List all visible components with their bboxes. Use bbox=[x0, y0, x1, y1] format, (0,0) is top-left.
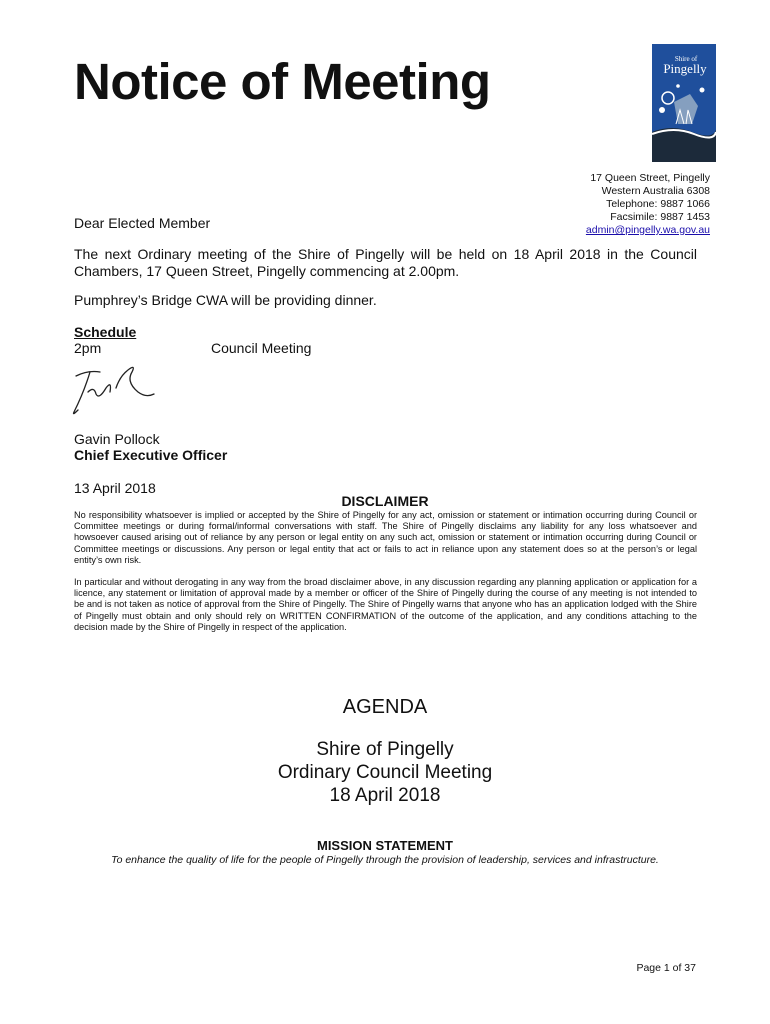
mission-text: To enhance the quality of life for the people of Pingelly through the provision of leadership, services and infrastructure. bbox=[111, 854, 659, 866]
logo-text-large: Pingelly bbox=[663, 61, 707, 76]
facsimile: Facsimile: 9887 1453 bbox=[610, 211, 710, 223]
schedule-heading: Schedule bbox=[74, 324, 137, 340]
salutation: Dear Elected Member bbox=[74, 215, 211, 231]
signer-title: Chief Executive Officer bbox=[74, 447, 228, 463]
email-link[interactable]: admin@pingelly.wa.gov.au bbox=[585, 224, 710, 236]
address-line-2: Western Australia 6308 bbox=[601, 185, 710, 197]
disclaimer-paragraph-2: In particular and without derogating in any way from the broad disclaimer above, in any discussion regarding any planning application or application for a licence, any statement or limitation of approval made by a member or officer of the Shire of Pingelly during the course of any meeting is not intended to be and is not taken as notice of approval from the Shire of Pingelly. The Shire of Pingelly warns that anyone who has an application lodged with the Shire of Pingelly must obtain and only should rely on WRITTEN CONFIRMATION of the outcome of the application, and any conditions attaching to the decision made by the Shire of Pingelly in respect of the application. bbox=[74, 577, 697, 632]
dinner-paragraph: Pumphrey’s Bridge CWA will be providing dinner. bbox=[74, 292, 377, 308]
logo-text-small: Shire of bbox=[674, 55, 698, 63]
schedule-event: Council Meeting bbox=[211, 340, 312, 356]
signature bbox=[66, 362, 166, 418]
meeting-paragraph: The next Ordinary meeting of the Shire of Pingelly will be held on 18 April 2018 in the Council Chambers, 17 Queen Street, Pingelly commencing at 2.00pm. bbox=[74, 246, 697, 279]
agenda-meeting-type: Ordinary Council Meeting bbox=[277, 762, 493, 783]
page-number: Page 1 of 37 bbox=[636, 962, 696, 974]
signer-name: Gavin Pollock bbox=[74, 431, 160, 447]
agenda-heading: AGENDA bbox=[342, 696, 428, 718]
telephone: Telephone: 9887 1066 bbox=[606, 198, 710, 210]
disclaimer-paragraph-1: No responsibility whatsoever is implied or accepted by the Shire of Pingelly for any act, omission or statement or intimation occurring during Council or Committee meetings or during formal/informal conversations with staff. The Shire of Pingelly disclaims any liability for any loss whatsoever and howsoever caused arising out of reliance by any person or legal entity on any such act, omission or statement or intimation occurring during Council or Committee meetings or discussions. Any person or legal entity that act or fails to act in reliance upon any statement does so at the person’s or legal entity’s own risk. bbox=[74, 510, 697, 565]
shire-of-pingelly-logo bbox=[652, 44, 716, 162]
agenda-date: 18 April 2018 bbox=[329, 785, 441, 806]
disclaimer-heading: DISCLAIMER bbox=[341, 493, 429, 509]
document-title: Notice of Meeting bbox=[74, 53, 491, 110]
address-block bbox=[586, 172, 710, 237]
agenda-shire: Shire of Pingelly bbox=[316, 739, 454, 760]
mission-heading: MISSION STATEMENT bbox=[316, 838, 454, 853]
schedule-time: 2pm bbox=[74, 340, 102, 356]
address-line-1: 17 Queen Street, Pingelly bbox=[590, 172, 710, 184]
letter-date: 13 April 2018 bbox=[74, 480, 156, 496]
